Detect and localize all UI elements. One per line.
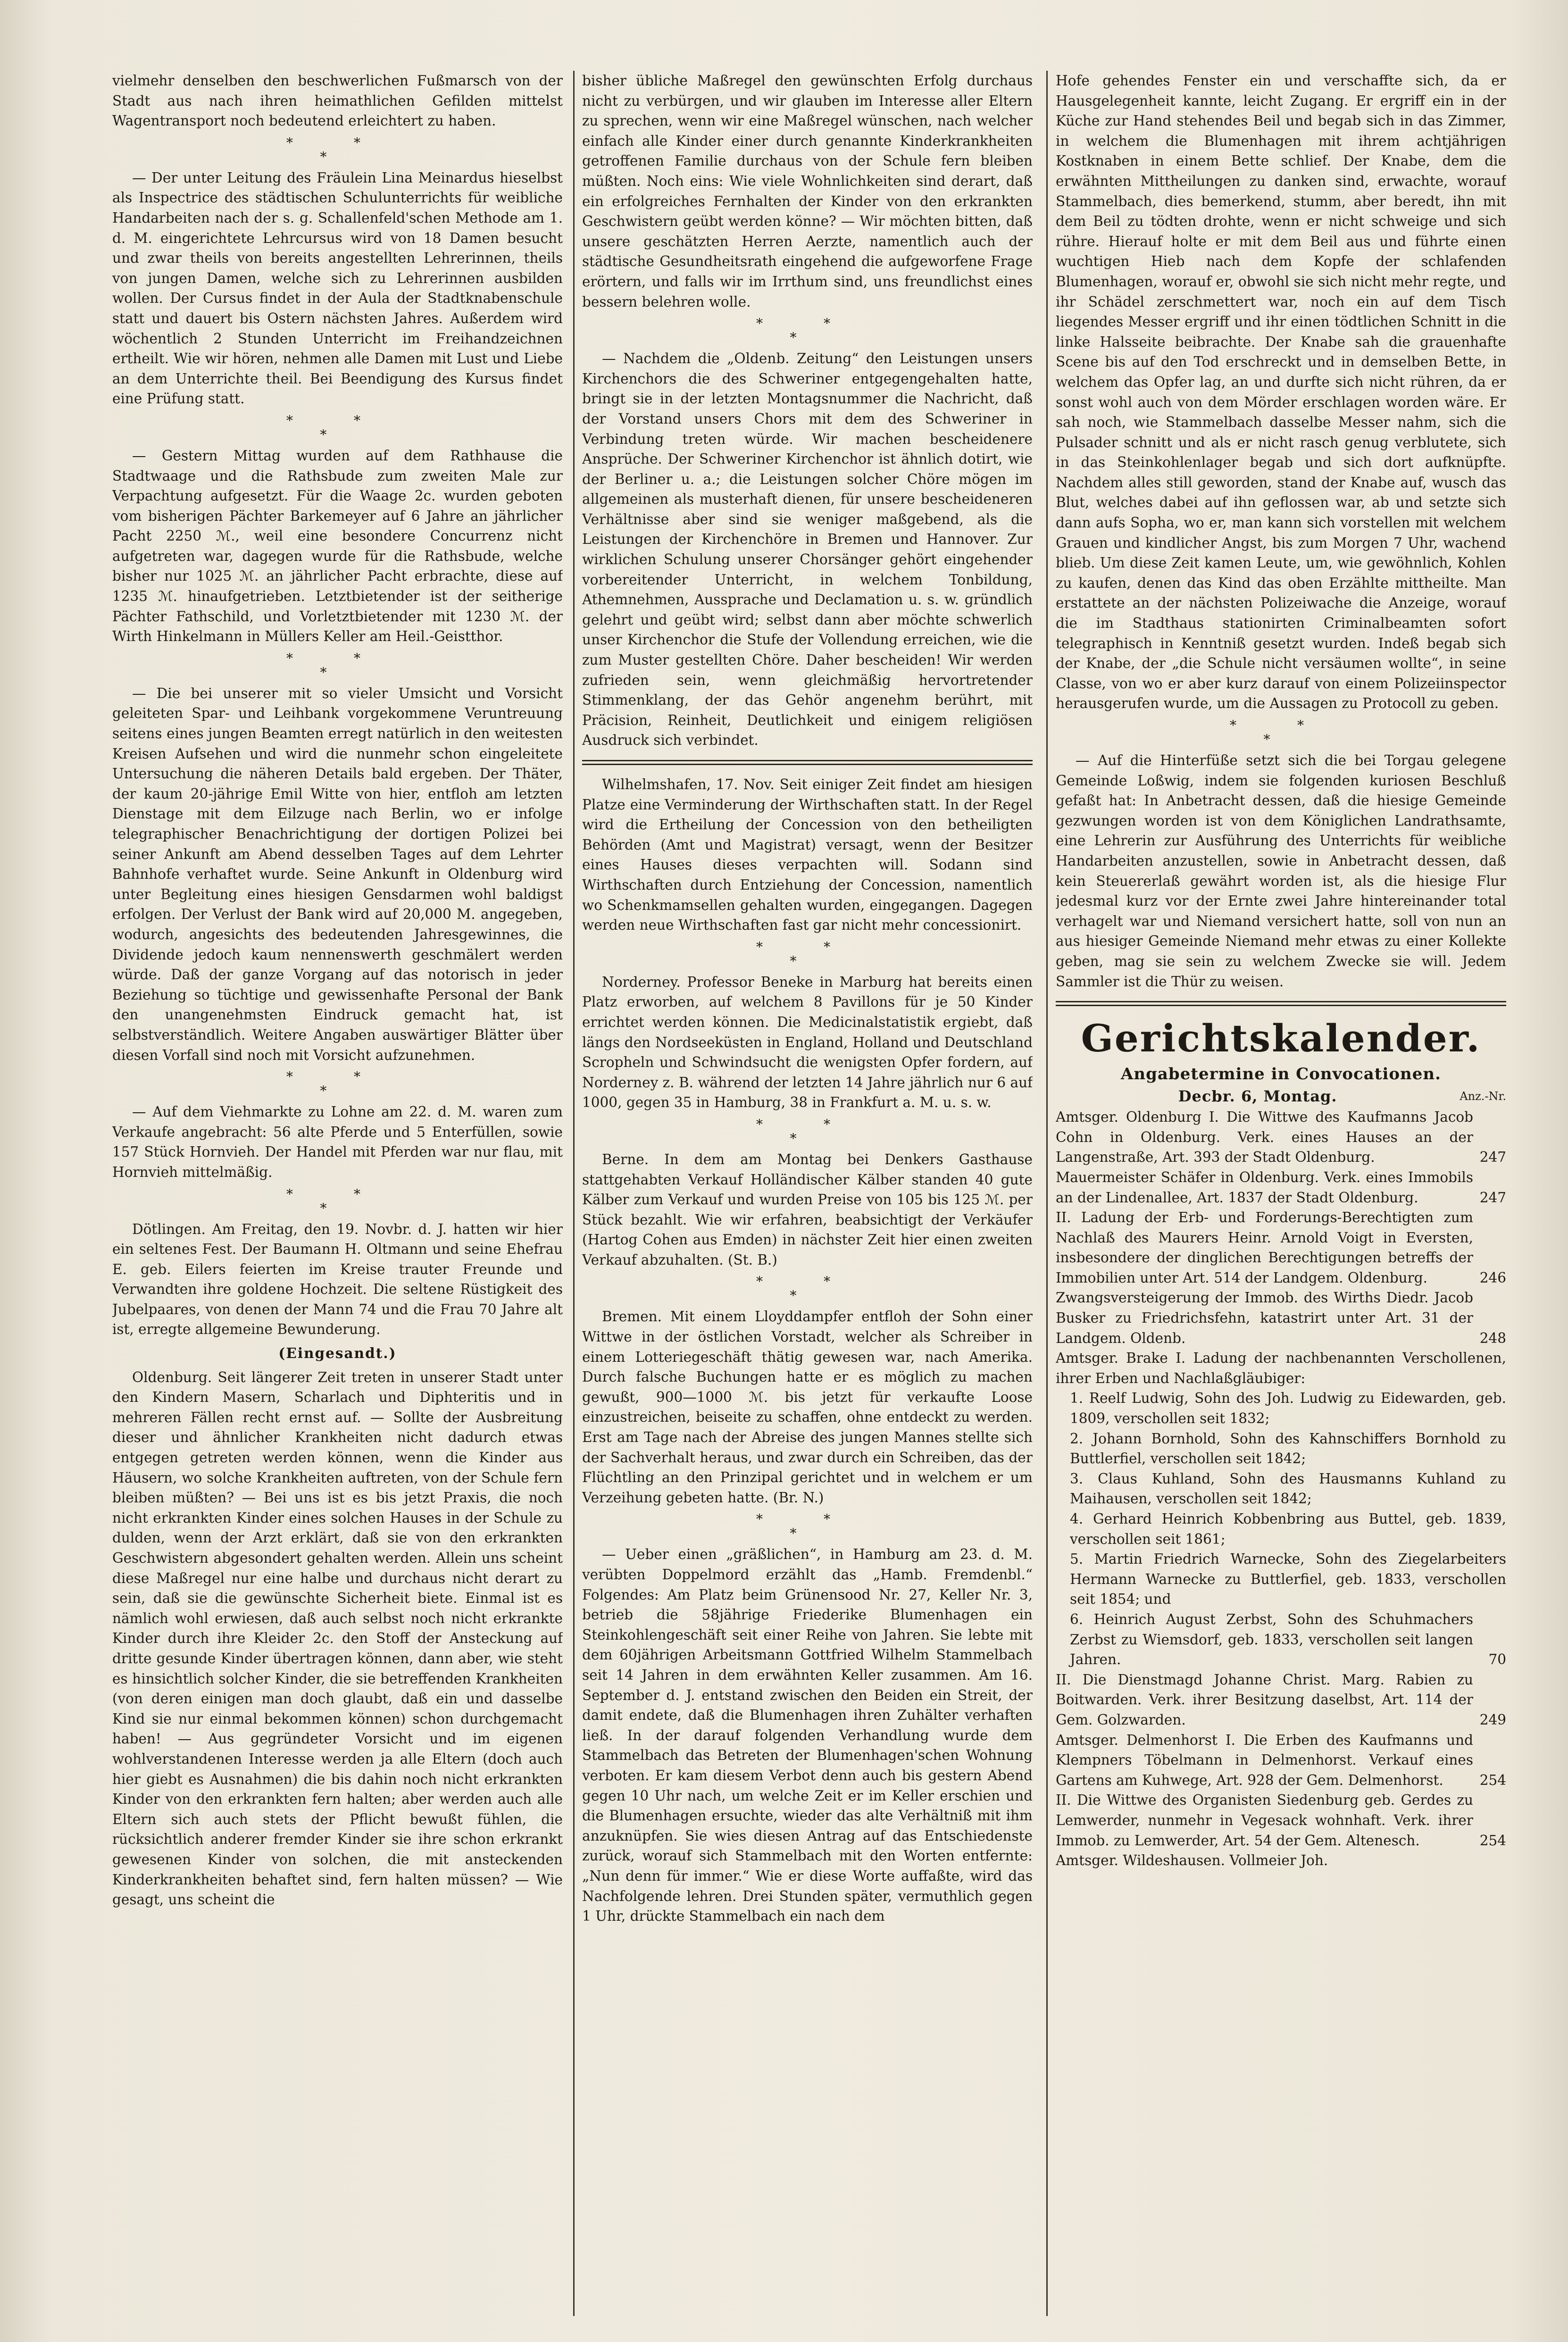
- entry-number: 70: [1488, 1651, 1506, 1668]
- calendar-entry: [1070, 1609, 1506, 1670]
- section-separator: * * *: [756, 1116, 859, 1146]
- entry-number: 249: [1479, 1711, 1506, 1728]
- article-norderney: Norderney. Professor Beneke in Marburg hat bereits einen Platz erworben, auf welchem 8 Pavillons für je 50 Kinder errichtet werden können. Die Medicinalstatistik ergiebt, daß längs den Nordseeküsten in England, Holland und Deutschland Scropheln und Schwindsucht die wenigsten Opfer fordern, auf Norderney z. B. während der letzten 14 Jahre jährlich nur 6 auf 1000, gegen 35 in Hamburg, 38 in Frankfurt a. M. u. s. w.: [582, 974, 1033, 1111]
- anzeige-number-label: Anz.-Nr.: [1460, 1090, 1506, 1103]
- section-separator: * * *: [286, 134, 389, 165]
- date-row: [1056, 1085, 1506, 1107]
- article-doetlingen: Dötlingen. Am Freitag, den 19. Novbr. d. J. hatten wir hier ein seltenes Fest. Der Baumann H. Oltmann und seine Ehefrau E. geb. Eilers feierten im Kreise trauter Freunde und Verwandten ihre goldene Hochzeit. Die seltene Rüstigkeit des Jubelpaares, von denen der Mann 74 und die Frau 70 Jahre alt ist, erregte allgemeine Bewunderung.: [112, 1221, 563, 1338]
- column-2: [582, 71, 1033, 2316]
- article-continuation: bisher übliche Maßregel den gewünschten Erfolg durchaus nicht zu verbürgen, und wir glauben im Interesse aller Eltern zu sprechen, wenn wir eine Maßregel wünschen, nach welcher einfach alle Kinder einer durch genannte Kinderkrankheiten getroffenen Familie durchaus von der Schule fern bleiben müßten. Noch eins: Wie viele Wohnlichkeiten sind derart, daß ein erfolgreiches Fernhalten der Kinder von den erkrankten Geschwistern geübt werden könne? — Wir möchten bitten, daß unsere geschätzten Herren Aerzte, namentlich auch der städtische Gesundheitsrath eingehend die aufgeworfene Frage erörtern, und falls wir im Irrthum sind, uns freundlichst eines bessern belehren wolle.: [582, 73, 1033, 310]
- section-separator: * * *: [756, 316, 859, 346]
- article-berne: Berne. In dem am Montag bei Denkers Gasthause stattgehabten Verkauf Holländischer Kälber standen 40 gute Kälber zum Verkauf und wurden Preise von 105 bis 125 ℳ. per Stück bezahlt. Wie wir erfahren, beabsichtigt der Verkäufer (Hartog Cohen aus Emden) in nächster Zeit hier einen zweiten Verkauf abzuhalten. (St. B.): [582, 1151, 1033, 1268]
- entry-text: Amtsger. Oldenburg I. Die Wittwe des Kaufmanns Jacob Cohn in Oldenburg. Verk. eines Hauses an der Langenstraße, Art. 393 der Stadt Oldenburg.: [1056, 1109, 1473, 1166]
- section-separator: * * *: [756, 939, 859, 969]
- section-separator: * * *: [286, 1069, 389, 1099]
- entry-number: 254: [1479, 1832, 1506, 1849]
- article-bremen: Bremen. Mit einem Lloyddampfer entfloh der Sohn einer Wittwe in der östlichen Vorstadt, welcher als Schreiber in einem Lotteriegeschäft thätig gewesen war, nach Amerika. Durch falsche Buchungen hatte er es möglich zu machen gewußt, 900—1000 ℳ. bis jetzt für verkaufte Loose einzustreichen, beiseite zu schaffen, ohne entdeckt zu werden. Erst am Tage nach der Abreise des jungen Mannes stellte sich der Sachverhalt heraus, und zwar durch ein Schreiben, das der Flüchtling an den Prinzipal gerichtet und in welchem er um Verzeihung gebeten hatte. (Br. N.): [582, 1309, 1033, 1506]
- entry-number: 247: [1479, 1149, 1506, 1166]
- date-heading: Decbr. 6, Montag.: [1178, 1087, 1337, 1106]
- calendar-entry: [1056, 1670, 1506, 1730]
- calendar-entry: [1056, 1208, 1506, 1288]
- column-rule-right: [1046, 71, 1048, 2316]
- gerichtskalender-subtitle: Angabetermine in Convocationen.: [1121, 1065, 1441, 1084]
- article-leihbank: — Die bei unserer mit so vieler Umsicht und Vorsicht geleiteten Spar- und Leihbank vorgekommene Veruntreuung seitens eines jungen Beamten erregt natürlich in den weitesten Kreisen Aufsehen und wird die nunmehr schon eingeleitete Untersuchung die näheren Details bald ergeben. Der Thäter, der kaum 20-jährige Emil Witte von hier, entfloh am letzten Dienstage mit dem Eilzuge nach Berlin, wo er infolge telegraphischer Benachrichtigung der dortigen Polizei bei seiner Ankunft am Abend desselben Tages auf dem Lehrter Bahnhofe verhaftet wurde. Seine Ankunft in Oldenburg wird unter Begleitung eines hiesigen Gensdarmen wohl baldigst erfolgen. Der Verlust der Bank wird auf 20,000 M. angegeben, wodurch, angesichts des bedeutenden Jahresgewinnes, die Dividende jedoch kaum nennenswerth geschmälert werden würde. Daß der ganze Vorgang auf das notorisch in jeder Beziehung so tüchtige und gewissenhafte Personal der Bank den unangenehmsten Eindruck gemacht hat, ist selbstverständlich. Weitere Angaben auswärtiger Blätter über diesen Vorfall sind noch mit Vorsicht aufzunehmen.: [112, 685, 563, 1063]
- section-separator: * * *: [1230, 717, 1332, 747]
- section-separator: * * *: [286, 412, 389, 442]
- calendar-entry: [1056, 1790, 1506, 1850]
- article-wilhelmshafen: Wilhelmshafen, 17. Nov. Seit einiger Zeit findet am hiesigen Platze eine Verminderung der Wirthschaften statt. In der Regel wird die Ertheilung der Concession von den betheiligten Behörden (Amt und Magistrat) versagt, wenn der Besitzer eines Hauses dieses verpachten will. Sodann sind Wirthschaften durch Entziehung der Concession, namentlich wo Schenkmamsellen gehalten wurden, eingegangen. Dagegen werden neue Wirthschaften fast gar nicht mehr concessionirt.: [582, 776, 1033, 933]
- entry-text: Zwangsversteigerung der Immob. des Wirths Diedr. Jacob Busker zu Friedrichsfehn, katastrirt unter Art. 31 der Landgem. Oldenb.: [1056, 1290, 1473, 1346]
- list-item: 2. Johann Bornhold, Sohn des Kahnschiffers Bornhold zu Buttlerfiel, verschollen seit 1842;: [1070, 1430, 1506, 1467]
- calendar-entry: [1056, 1288, 1506, 1348]
- list-item: 3. Claus Kuhland, Sohn des Hausmanns Kuhland zu Maihausen, verschollen seit 1842;: [1070, 1470, 1506, 1507]
- list-item: 5. Martin Friedrich Warnecke, Sohn des Ziegelarbeiters Hermann Warnecke zu Buttlerfiel, geb. 1833, verschollen seit 1854; und: [1070, 1551, 1506, 1608]
- entry-number: 254: [1479, 1772, 1506, 1788]
- article-continuation: vielmehr denselben den beschwerlichen Fußmarsch von der Stadt aus nach ihren heimathlichen Gefilden mittelst Wagentransport noch bedeutend erleichtert zu haben.: [112, 73, 563, 129]
- entry-number: 248: [1479, 1330, 1506, 1346]
- section-separator: * * *: [286, 650, 389, 680]
- entry-text: II. Die Wittwe des Organisten Siedenburg geb. Gerdes zu Lemwerder, nunmehr in Vegesack wohnhaft. Verk. ihrer Immob. zu Lemwerder, Art. 54 der Gem. Altenesch.: [1056, 1792, 1473, 1849]
- verschollene-list: [1056, 1388, 1506, 1669]
- section-separator: * * *: [756, 1274, 859, 1304]
- calendar-entry: [1056, 1850, 1506, 1871]
- article-hinterfuesse: — Auf die Hinterfüße setzt sich die bei Torgau gelegene Gemeinde Loßwig, indem sie folgenden kuriosen Beschluß gefaßt hat: In Anbetracht dessen, daß die hiesige Gemeinde gezwungen worden ist von dem Königlichen Landrathsamte, eine Lehrerin zur Ausführung des Unterrichts für weibliche Handarbeiten anzustellen, sowie in Anbetracht dessen, daß kein Steuererlaß gewährt worden ist, als die hiesige Flur jedesmal kurz vor der Ernte zwei Jahre hintereinander total verhagelt war und Niemand versichert hatte, soll von nun an aus hiesiger Gemeinde Niemand mehr etwas zu einer Kollekte geben, mag sie sein zu welchem Zwecke sie will. Jedem Sammler ist die Thür zu weisen.: [1056, 752, 1506, 990]
- column-3: [1056, 71, 1506, 2316]
- entry-text: Amtsger. Wildeshausen. Vollmeier Joh.: [1056, 1852, 1328, 1869]
- section-separator: * * *: [756, 1511, 859, 1542]
- calendar-entry: [1056, 1107, 1506, 1167]
- entry-number: 246: [1479, 1269, 1506, 1286]
- calendar-entry: [1056, 1730, 1506, 1791]
- article-kirchenchor: — Nachdem die „Oldenb. Zeitung“ den Leistungen unsers Kirchenchors die des Schweriner entgegengehalten hatte, bringt sie in der letzten Montagsnummer die Nachricht, daß der Vorstand unsers Chors mit dem des Schweriner in Verbindung treten würde. Wir machen bescheidenere Ansprüche. Der Schweriner Kirchenchor ist ähnlich dotirt, wie der Berliner u. a.; die Leistungen solcher Chöre mögen im allgemeinen als musterhaft dienen, für unsere bescheideneren Verhältnisse aber sind sie weniger maßgebend, als die Leistungen der Kirchenchöre in Bremen und Hannover. Zur wirklichen Schulung unserer Chorsänger gehört eingehender vorbereitender Unterricht, in welchem Tonbildung, Athemnehmen, Aussprache und Declamation u. s. w. gründlich gelehrt und geübt wird; selbst dann aber möchte schwerlich unser Kirchenchor die Stufe der Vollendung erreichen, wie die zum Muster gestellten Chöre. Daher bescheiden! Wir werden zufrieden sein, wenn gleichmäßig hervortretender Stimmenklang, der das Gehör angenehm berührt, mit Präcision, Reinheit, Deutlichkeit und einigem religiösen Ausdruck sich verbindet.: [582, 350, 1033, 749]
- article-viehmarkt: — Auf dem Viehmarkte zu Lohne am 22. d. M. waren zum Verkaufe angebracht: 56 alte Pferde und 5 Enterfüllen, sowie 157 Stück Hornvieh. Der Handel mit Pferden war nur flau, mit Hornvieh mittelmäßig.: [112, 1104, 563, 1180]
- eingesandt-heading: (Eingesandt.): [278, 1345, 397, 1362]
- article-oldenburg-krankheiten: Oldenburg. Seit längerer Zeit treten in unserer Stadt unter den Kindern Masern, Scharlach und Diphteritis und in mehreren Fällen recht ernst auf. — Sollte der Ausbreitung dieser und ähnlicher Krankheiten nicht dadurch etwas entgegen getreten werden können, wenn die Kinder aus Häusern, wo solche Krankheiten auftreten, von der Schule fern bleiben müßten? — Bei uns ist es bis jetzt Praxis, die noch nicht erkrankten Kinder eines solchen Hauses in der Schule zu dulden, wenn der Arzt erklärt, daß sie von den erkrankten Geschwistern abgesondert gehalten werden. Allein uns scheint diese Maßregel nur eine halbe und durchaus nicht derart zu sein, daß sie die gewünschte Sicherheit biete. Einmal ist es nämlich wohl erwiesen, daß auch selbst noch nicht erkrankte Kinder durch ihre Kleider 2c. den Stoff der Ansteckung auf dritte gesunde Kinder übertragen können, dann aber, wie steht es hinsichtlich solcher Kinder, die sie betreffenden Krankheiten (von deren einigen man doch glaubt, daß ein und dasselbe Kind sie nur einmal bekommen können) schon durchgemacht haben! — Aus gegründeter Vorsicht und im eigenen wohlverstandenen Interesse werden ja alle Eltern (doch auch hier giebt es Ausnahmen) die bis dahin noch nicht erkrankten Kinder von den erkrankten fern halten; aber werden auch alle Eltern sich auch stets der Pflicht bewußt fühlen, die rücksichtlich anderer fremder Kinder sie ihre schon erkrankt gewesenen Kinder von solchen, die mit ansteckenden Kinderkrankheiten behaftet sind, fern halten müssen? — Wie gesagt, uns scheint die: [112, 1369, 563, 1908]
- entry-text: II. Ladung der Erb- und Forderungs-Berechtigten zum Nachlaß des Maurers Heinr. Arnold Voigt in Eversten, insbesondere der dinglichen Berechtigungen betreffs der Immobilien unter Art. 514 der Landgem. Oldenburg.: [1056, 1209, 1473, 1286]
- gerichtskalender-title: Gerichtskalender.: [1081, 1016, 1481, 1061]
- entry-number: 247: [1479, 1189, 1506, 1206]
- entry-text: Amtsger. Delmenhorst I. Die Erben des Kaufmanns und Klempners Töbelmann in Delmenhorst. Verkauf eines Gartens am Kuhwege, Art. 928 der Gem. Delmenhorst.: [1056, 1732, 1473, 1788]
- section-divider: [1056, 1001, 1506, 1006]
- column-rule-left: [573, 71, 575, 2316]
- list-item: 4. Gerhard Heinrich Kobbenbring aus Buttel, geb. 1839, verschollen seit 1861;: [1070, 1511, 1506, 1547]
- section-divider: [582, 760, 1033, 765]
- list-item: 1. Reelf Ludwig, Sohn des Joh. Ludwig zu Eidewarden, geb. 1809, verschollen seit 1832;: [1070, 1390, 1506, 1427]
- list-item: 6. Heinrich August Zerbst, Sohn des Schuhmachers Zerbst zu Wiemsdorf, geb. 1833, verschollen seit langen Jahren.: [1070, 1611, 1473, 1668]
- section-separator: * * *: [286, 1186, 389, 1216]
- calendar-entry: [1056, 1348, 1506, 1388]
- article-handarbeiten: — Der unter Leitung des Fräulein Lina Meinardus hieselbst als Inspectrice des städtischen Schulunterrichts für weibliche Handarbeiten nach der s. g. Schallenfeld'schen Methode am 1. d. M. eingerichtete Lehrcursus wird von 18 Damen besucht und zwar theils von bereits angestellten Lehrerinnen, theils von jungen Damen, welche sich zu Lehrerinnen ausbilden wollen. Der Cursus findet in der Aula der Stadtknabenschule statt und dauert bis Ostern nächsten Jahres. Außerdem wird wöchentlich 2 Stunden Unterricht im Freihandzeichnen ertheilt. Wie wir hören, nehmen alle Damen mit Lust und Liebe an dem Unterrichte theil. Bei Beendigung des Kursus findet eine Prüfung statt.: [112, 169, 563, 407]
- article-stadtwaage: — Gestern Mittag wurden auf dem Rathhause die Stadtwaage und die Rathsbude zum zweiten Male zur Verpachtung aufgesetzt. Für die Waage 2c. wurden geboten vom bisherigen Pächter Barkemeyer auf 6 Jahre an jährlicher Pacht 2250 ℳ., weil eine besondere Concurrenz nicht aufgetreten war, dagegen wurde für die Rathsbude, welche bisher nur 1025 ℳ. an jährlicher Pacht erbrachte, diese auf 1235 ℳ. hinaufgetrieben. Letztbietender ist der seitherige Pächter Fathschild, und Vorletztbietender mit 1230 ℳ. der Wirth Hinkelmann in Müllers Keller am Heil.-Geistthor.: [112, 447, 563, 645]
- article-continuation: Hofe gehendes Fenster ein und verschaffte sich, da er Hausgelegenheit kannte, leicht Zugang. Er ergriff ein in der Küche zur Hand stehendes Beil und begab sich in das Zimmer, in welchem die Blumenhagen mit ihrem achtjährigen Kostknaben in einem Bette schlief. Der Knabe, dem die erwähnten Mittheilungen zu danken sind, erwachte, worauf Stammelbach, dies bemerkend, stumm, aber beredt, ihn mit dem Beil zu tödten drohte, wenn er nicht schweige und sich rühre. Hierauf holte er mit dem Beil aus und führte einen wuchtigen Hieb nach dem Kopfe der schlafenden Blumenhagen, worauf er, obwohl sie sich nicht mehr regte, und ihr Schädel zerschmettert war, noch ein auf dem Tisch liegendes Messer ergriff und ihr einen tödtlichen Schnitt in die linke Halsseite beibrachte. Der Knabe sah die grauenhafte Scene bis auf den Tod erschreckt und in demselben Bette, in welchem das Opfer lag, an und durfte sich nicht rühren, da er sonst wohl auch von dem Mörder erschlagen worden wäre. Er sah noch, wie Stammelbach dasselbe Messer nahm, sich die Pulsader schnitt und als er nicht rasch genug verblutete, sich in das Steinkohlenlager begab und sich dort aufknüpfte. Nachdem alles still geworden, stand der Knabe auf, wusch das Blut, welches dabei auf ihn geflossen war, ab und setzte sich dann aufs Sopha, wo er, man kann sich vorstellen mit welchem Grauen und kindlicher Angst, bis zum Morgen 7 Uhr, wachend blieb. Um diese Zeit kamen Leute, um, wie gewöhnlich, Kohlen zu kaufen, denen das Kind das oben Erzählte mittheilte. Man erstattete an der nächsten Polizeiwache die Anzeige, worauf die im Stadthaus stationirten Criminalbeamten sofort telegraphisch in Kenntniß gesetzt wurden. Indeß begab sich der Knabe, der „die Schule nicht versäumen wollte“, in seine Classe, von wo er aber kurz darauf von einem Polizeiinspector herausgerufen wurde, um die Aussagen zu Protocoll zu geben.: [1056, 73, 1506, 712]
- entry-text: II. Die Dienstmagd Johanne Christ. Marg. Rabien zu Boitwarden. Verk. ihrer Besitzung daselbst, Art. 114 der Gem. Golzwarden.: [1056, 1671, 1473, 1728]
- entry-text: Mauermeister Schäfer in Oldenburg. Verk. eines Immobils an der Lindenallee, Art. 1837 der Stadt Oldenburg.: [1056, 1169, 1473, 1206]
- entry-text: Amtsger. Brake I. Ladung der nachbenannten Verschollenen, ihrer Erben und Nachlaßgläubiger:: [1056, 1350, 1506, 1386]
- column-1: [112, 71, 563, 2316]
- calendar-entry: [1056, 1167, 1506, 1208]
- article-doppelmord: — Ueber einen „gräßlichen“, in Hamburg am 23. d. M. verübten Doppelmord erzählt das „Hamb. Fremdenbl.“ Folgendes: Am Platz beim Grünensood Nr. 27, Keller Nr. 3, betrieb die 58jährige Friederike Blumenhagen ein Steinkohlengeschäft seit einer Reihe von Jahren. Sie lebte mit dem 60jährigen Arbeitsmann Gottfried Wilhelm Stammelbach seit 14 Jahren in dem erwähnten Keller zusammen. Am 16. September d. J. entstand zwischen den Beiden ein Streit, der damit endete, daß die Blumenhagen ihren Zuhälter verhaften ließ. In der darauf folgenden Verhandlung wurde dem Stammelbach das Betreten der Blumenhagen'schen Wohnung verboten. Er kam diesem Verbot denn auch bis gestern Abend gegen 10 Uhr nach, um welche Zeit er im Keller erschien und die Blumenhagen ersuchte, wieder das alte Verhältniß mit ihm anzuknüpfen. Sie wies diesen Antrag auf das Entschiedenste zurück, worauf sich Stammelbach mit den Worten entfernte: „Nun denn für immer.“ Wie er diese Worte auffaßte, wird das Nachfolgende lehren. Drei Stunden später, vermuthlich gegen 1 Uhr, drückte Stammelbach ein nach dem: [582, 1546, 1033, 1925]
